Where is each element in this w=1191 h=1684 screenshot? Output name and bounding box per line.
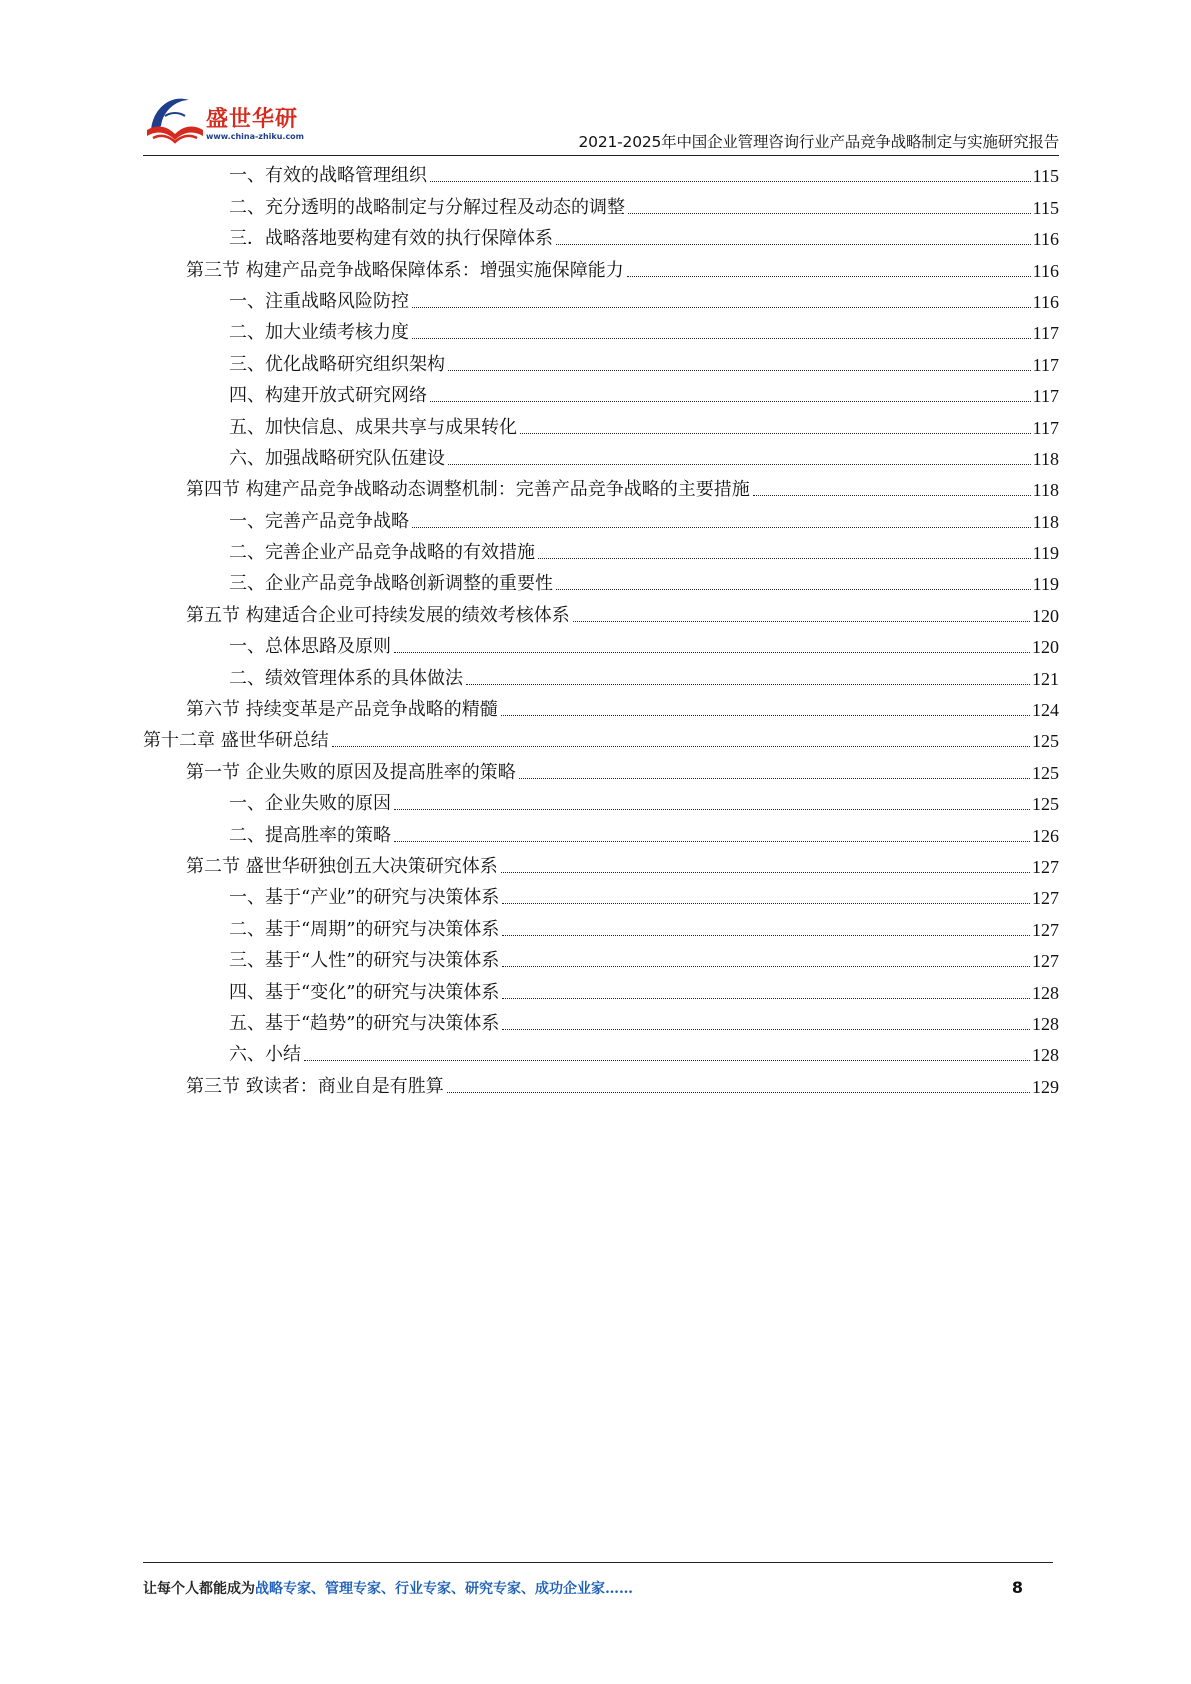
toc-entry[interactable]: [143, 913, 1059, 944]
toc-entry[interactable]: [143, 945, 1059, 976]
toc-entry[interactable]: [143, 474, 1059, 505]
toc-entry-label: 一、企业失败的原因: [229, 793, 391, 815]
toc-entry-label: 第一节 企业失败的原因及提高胜率的策略: [186, 761, 516, 783]
page-number: 8: [1011, 1578, 1023, 1597]
toc-leader-dots: [627, 276, 1031, 277]
toc-entry-label: 一、完善产品竞争战略: [229, 510, 409, 532]
toc-entry-page: 129: [1032, 1076, 1059, 1097]
toc-leader-dots: [448, 370, 1031, 371]
toc-leader-dots: [628, 213, 1031, 214]
page-header: [143, 78, 1059, 156]
toc-leader-dots: [556, 589, 1031, 590]
toc-entry-page: 128: [1032, 1013, 1059, 1034]
toc-entry-page: 117: [1032, 417, 1059, 438]
toc-entry[interactable]: [143, 348, 1059, 379]
toc-entry-page: 115: [1032, 197, 1059, 218]
toc-leader-dots: [430, 401, 1031, 402]
toc-leader-dots: [448, 464, 1031, 465]
toc-entry-page: 117: [1032, 354, 1059, 375]
footer-slogan-lead: 让每个人都能成为: [143, 1581, 255, 1597]
toc-entry[interactable]: [143, 1070, 1059, 1101]
toc-entry-label: 二、绩效管理体系的具体做法: [229, 667, 463, 689]
toc-entry[interactable]: [143, 882, 1059, 913]
toc-entry-page: 117: [1032, 323, 1059, 344]
toc-entry[interactable]: [143, 599, 1059, 630]
brand-name: 盛世华研: [206, 107, 299, 132]
toc-entry-label: 一、基于“产业”的研究与决策体系: [229, 887, 500, 909]
toc-entry-page: 125: [1032, 731, 1059, 752]
toc-entry[interactable]: [143, 725, 1059, 756]
toc-leader-dots: [502, 1029, 1030, 1030]
toc-entry[interactable]: [143, 505, 1059, 536]
toc-entry-page: 124: [1032, 700, 1059, 721]
toc-leader-dots: [501, 715, 1030, 716]
toc-leader-dots: [412, 527, 1031, 528]
toc-entry-page: 128: [1032, 982, 1059, 1003]
toc-entry-label: 三、企业产品竞争战略创新调整的重要性: [229, 573, 553, 595]
toc-leader-dots: [412, 338, 1031, 339]
toc-leader-dots: [447, 1092, 1030, 1093]
toc-entry-label: 二、加大业绩考核力度: [229, 322, 409, 344]
toc-entry[interactable]: [143, 254, 1059, 285]
toc-leader-dots: [394, 652, 1030, 653]
toc-entry-page: 128: [1032, 1045, 1059, 1066]
toc-entry[interactable]: [143, 380, 1059, 411]
toc-entry[interactable]: [143, 851, 1059, 882]
toc-entry[interactable]: [143, 976, 1059, 1007]
toc-leader-dots: [304, 1060, 1030, 1061]
brand-url: www.china-zhiku.com: [206, 132, 305, 141]
toc-entry-label: 第二节 盛世华研独创五大决策研究体系: [186, 855, 498, 877]
toc-entry[interactable]: [143, 191, 1059, 222]
toc-entry[interactable]: [143, 694, 1059, 725]
toc-entry-page: 127: [1032, 856, 1059, 877]
toc-entry-page: 121: [1032, 668, 1059, 689]
toc-entry[interactable]: [143, 537, 1059, 568]
toc-leader-dots: [753, 495, 1031, 496]
toc-entry[interactable]: [143, 443, 1059, 474]
toc-entry-label: 一、总体思路及原则: [229, 636, 391, 658]
toc-leader-dots: [466, 684, 1030, 685]
toc-entry-page: 118: [1032, 480, 1059, 501]
toc-entry-label: 一、注重战略风险防控: [229, 290, 409, 312]
toc-leader-dots: [520, 433, 1031, 434]
toc-entry-label: 四、基于“变化”的研究与决策体系: [229, 981, 500, 1003]
logo-emblem-icon: [143, 86, 207, 150]
toc-entry-page: 125: [1032, 794, 1059, 815]
toc-entry-label: 三、优化战略研究组织架构: [229, 353, 445, 375]
toc-entry-label: 第五节 构建适合企业可持续发展的绩效考核体系: [186, 604, 570, 626]
toc-leader-dots: [502, 935, 1030, 936]
toc-entry-label: 二、完善企业产品竞争战略的有效措施: [229, 542, 535, 564]
toc-entry[interactable]: [143, 160, 1059, 191]
toc-entry[interactable]: [143, 662, 1059, 693]
toc-entry-page: 116: [1032, 260, 1059, 281]
toc-entry[interactable]: [143, 1039, 1059, 1070]
toc-entry-label: 四、构建开放式研究网络: [229, 385, 427, 407]
header-divider: [143, 155, 1059, 156]
toc-entry[interactable]: [143, 317, 1059, 348]
toc-entry-label: 六、加强战略研究队伍建设: [229, 447, 445, 469]
toc-entry[interactable]: [143, 223, 1059, 254]
toc-entry-page: 127: [1032, 888, 1059, 909]
toc-entry[interactable]: [143, 286, 1059, 317]
toc-entry-page: 120: [1032, 605, 1059, 626]
toc-entry-label: 第四节 构建产品竞争战略动态调整机制：完善产品竞争战略的主要措施: [186, 479, 750, 501]
toc-entry-label: 第三节 构建产品竞争战略保障体系：增强实施保障能力: [186, 259, 624, 281]
toc-entry-label: 第三节 致读者：商业自是有胜算: [186, 1075, 444, 1097]
toc-entry-page: 119: [1032, 574, 1059, 595]
toc-entry-page: 127: [1032, 951, 1059, 972]
toc-entry-page: 118: [1032, 448, 1059, 469]
toc-entry-label: 五、加快信息、成果共享与成果转化: [229, 416, 517, 438]
toc-leader-dots: [394, 809, 1030, 810]
footer-slogan-list: 战略专家、管理专家、行业专家、研究专家、成功企业家……: [255, 1581, 633, 1597]
toc-entry-label: 二、充分透明的战略制定与分解过程及动态的调整: [229, 196, 625, 218]
toc-leader-dots: [573, 621, 1030, 622]
toc-leader-dots: [502, 903, 1030, 904]
page-footer: [143, 1578, 1053, 1604]
report-title: 2021-2025年中国企业管理咨询行业产品竞争战略制定与实施研究报告: [578, 133, 1059, 151]
toc-leader-dots: [412, 307, 1031, 308]
toc-entry-page: 126: [1032, 825, 1059, 846]
toc-leader-dots: [556, 244, 1031, 245]
toc-entry[interactable]: [143, 411, 1059, 442]
toc-entry-page: 115: [1032, 166, 1059, 187]
toc-entry-page: 116: [1032, 291, 1059, 312]
toc-leader-dots: [502, 966, 1030, 967]
toc-entry-page: 119: [1032, 543, 1059, 564]
brand-logo: [143, 86, 323, 150]
toc-entry[interactable]: [143, 568, 1059, 599]
toc-leader-dots: [332, 746, 1030, 747]
toc-entry[interactable]: [143, 756, 1059, 787]
toc-leader-dots: [394, 841, 1030, 842]
toc-entry-label: 三．战略落地要构建有效的执行保障体系: [229, 228, 553, 250]
table-of-contents: [143, 160, 1059, 1102]
toc-entry-label: 二、提高胜率的策略: [229, 824, 391, 846]
toc-entry[interactable]: [143, 631, 1059, 662]
toc-entry-page: 118: [1032, 511, 1059, 532]
toc-entry-label: 六、小结: [229, 1044, 301, 1066]
toc-leader-dots: [538, 558, 1031, 559]
toc-entry[interactable]: [143, 1008, 1059, 1039]
toc-leader-dots: [519, 778, 1030, 779]
toc-entry-label: 二、基于“周期”的研究与决策体系: [229, 918, 500, 940]
toc-leader-dots: [501, 872, 1030, 873]
toc-leader-dots: [502, 998, 1030, 999]
toc-entry-label: 三、基于“人性”的研究与决策体系: [229, 950, 500, 972]
toc-entry[interactable]: [143, 819, 1059, 850]
toc-entry-label: 第十二章 盛世华研总结: [143, 730, 329, 752]
toc-entry-page: 120: [1032, 637, 1059, 658]
toc-entry-page: 127: [1032, 919, 1059, 940]
toc-entry-page: 117: [1032, 386, 1059, 407]
toc-leader-dots: [430, 181, 1031, 182]
toc-entry[interactable]: [143, 788, 1059, 819]
toc-entry-page: 116: [1032, 229, 1059, 250]
footer-divider: [143, 1562, 1053, 1563]
toc-entry-label: 五、基于“趋势”的研究与决策体系: [229, 1012, 500, 1034]
toc-entry-page: 125: [1032, 762, 1059, 783]
toc-entry-label: 一、有效的战略管理组织: [229, 165, 427, 187]
toc-entry-label: 第六节 持续变革是产品竞争战略的精髓: [186, 699, 498, 721]
